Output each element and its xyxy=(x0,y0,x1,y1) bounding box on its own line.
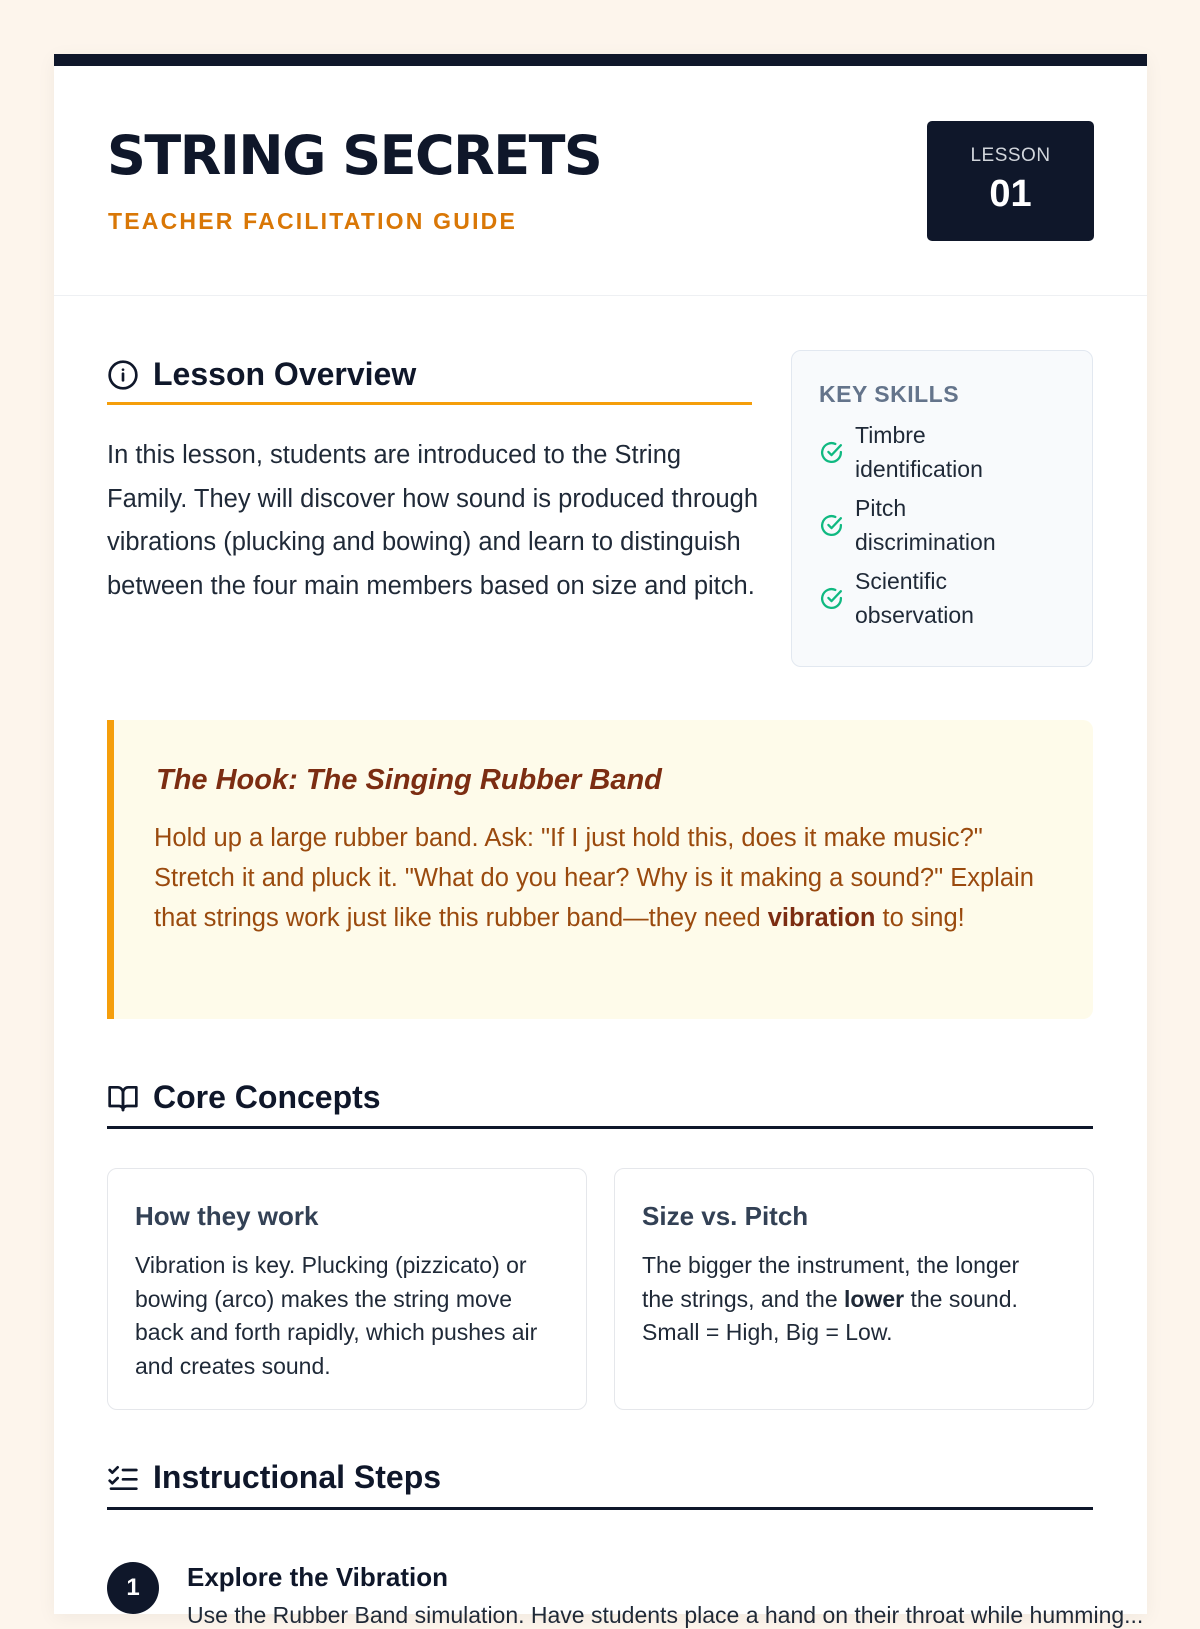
concept-card-text-emphasis: lower xyxy=(844,1285,905,1312)
concept-card xyxy=(614,1168,1094,1410)
lesson-badge xyxy=(927,121,1094,241)
concept-card-text-lead: The bigger the instrument, the longer the strings, and the xyxy=(642,1252,1020,1312)
lesson-guide-page xyxy=(54,54,1147,1628)
page-title: STRING SECRETS xyxy=(107,124,602,187)
skill-label: Timbre identification xyxy=(855,422,983,482)
concept-card-text: Vibration is key. Plucking (pizzicato) or bowing (arco) makes the string move back and forth rapidly, which pushes air and creates sound. xyxy=(135,1252,538,1379)
step-number-badge: 1 xyxy=(107,1562,159,1614)
concept-card-title: Size vs. Pitch xyxy=(642,1201,809,1231)
page-subtitle: TEACHER FACILITATION GUIDE xyxy=(108,208,518,234)
core-concepts-heading-label: Core Concepts xyxy=(153,1079,381,1115)
overview-heading xyxy=(107,356,416,393)
skill-label: Pitch discrimination xyxy=(855,495,996,555)
core-concepts-heading xyxy=(107,1079,381,1116)
step-title: Explore the Vibration xyxy=(187,1562,449,1592)
concept-card xyxy=(107,1168,587,1410)
lesson-label: LESSON xyxy=(970,145,1051,166)
checklist-icon xyxy=(107,1462,139,1494)
skill-item xyxy=(819,419,1025,486)
core-concepts-divider xyxy=(107,1126,1093,1129)
instructional-steps-heading xyxy=(107,1459,441,1496)
concept-card-text-tail: the sound. Small = High, Big = Low. xyxy=(642,1285,1018,1345)
overview-text: In this lesson, students are introduced to the String Family. They will discover how sound is produced through vibrations (plucking and bowing) and learn to distinguish between the four main members based on size and pitch. xyxy=(107,441,759,600)
instructional-steps-divider xyxy=(107,1507,1093,1510)
skill-item xyxy=(819,565,1025,632)
concept-card-title: How they work xyxy=(135,1201,319,1231)
hook-text-tail: to sing! xyxy=(875,904,965,932)
hook-title: The Hook: The Singing Rubber Band xyxy=(156,764,662,796)
step-description: Use the Rubber Band simulation. Have students place a hand on their throat while humming... xyxy=(187,1602,1144,1628)
check-circle-icon xyxy=(819,513,844,538)
check-circle-icon xyxy=(819,440,844,465)
skill-item xyxy=(819,492,1025,559)
skill-label: Scientific observation xyxy=(855,568,974,628)
hook-text-emphasis: vibration xyxy=(767,904,876,932)
lesson-number: 01 xyxy=(989,173,1032,215)
instructional-steps-heading-label: Instructional Steps xyxy=(153,1459,442,1495)
hook-callout xyxy=(107,720,1093,1019)
book-open-icon xyxy=(107,1082,139,1114)
key-skills-panel xyxy=(791,350,1093,667)
check-circle-icon xyxy=(819,586,844,611)
overview-heading-label: Lesson Overview xyxy=(153,356,417,392)
hook-text-lead: Hold up a large rubber band. Ask: "If I just hold this, does it make music?" Stretch it and pluck it. "What do you hear? Why is it making a sound?" Explain that strings work just like this rubber band—they need xyxy=(154,824,1034,932)
overview-divider xyxy=(107,402,752,405)
info-icon xyxy=(107,359,139,391)
concept-card-text xyxy=(642,1249,1052,1350)
key-skills-title: KEY SKILLS xyxy=(819,381,960,407)
hook-text xyxy=(154,818,1054,938)
guide-header xyxy=(54,66,1147,296)
